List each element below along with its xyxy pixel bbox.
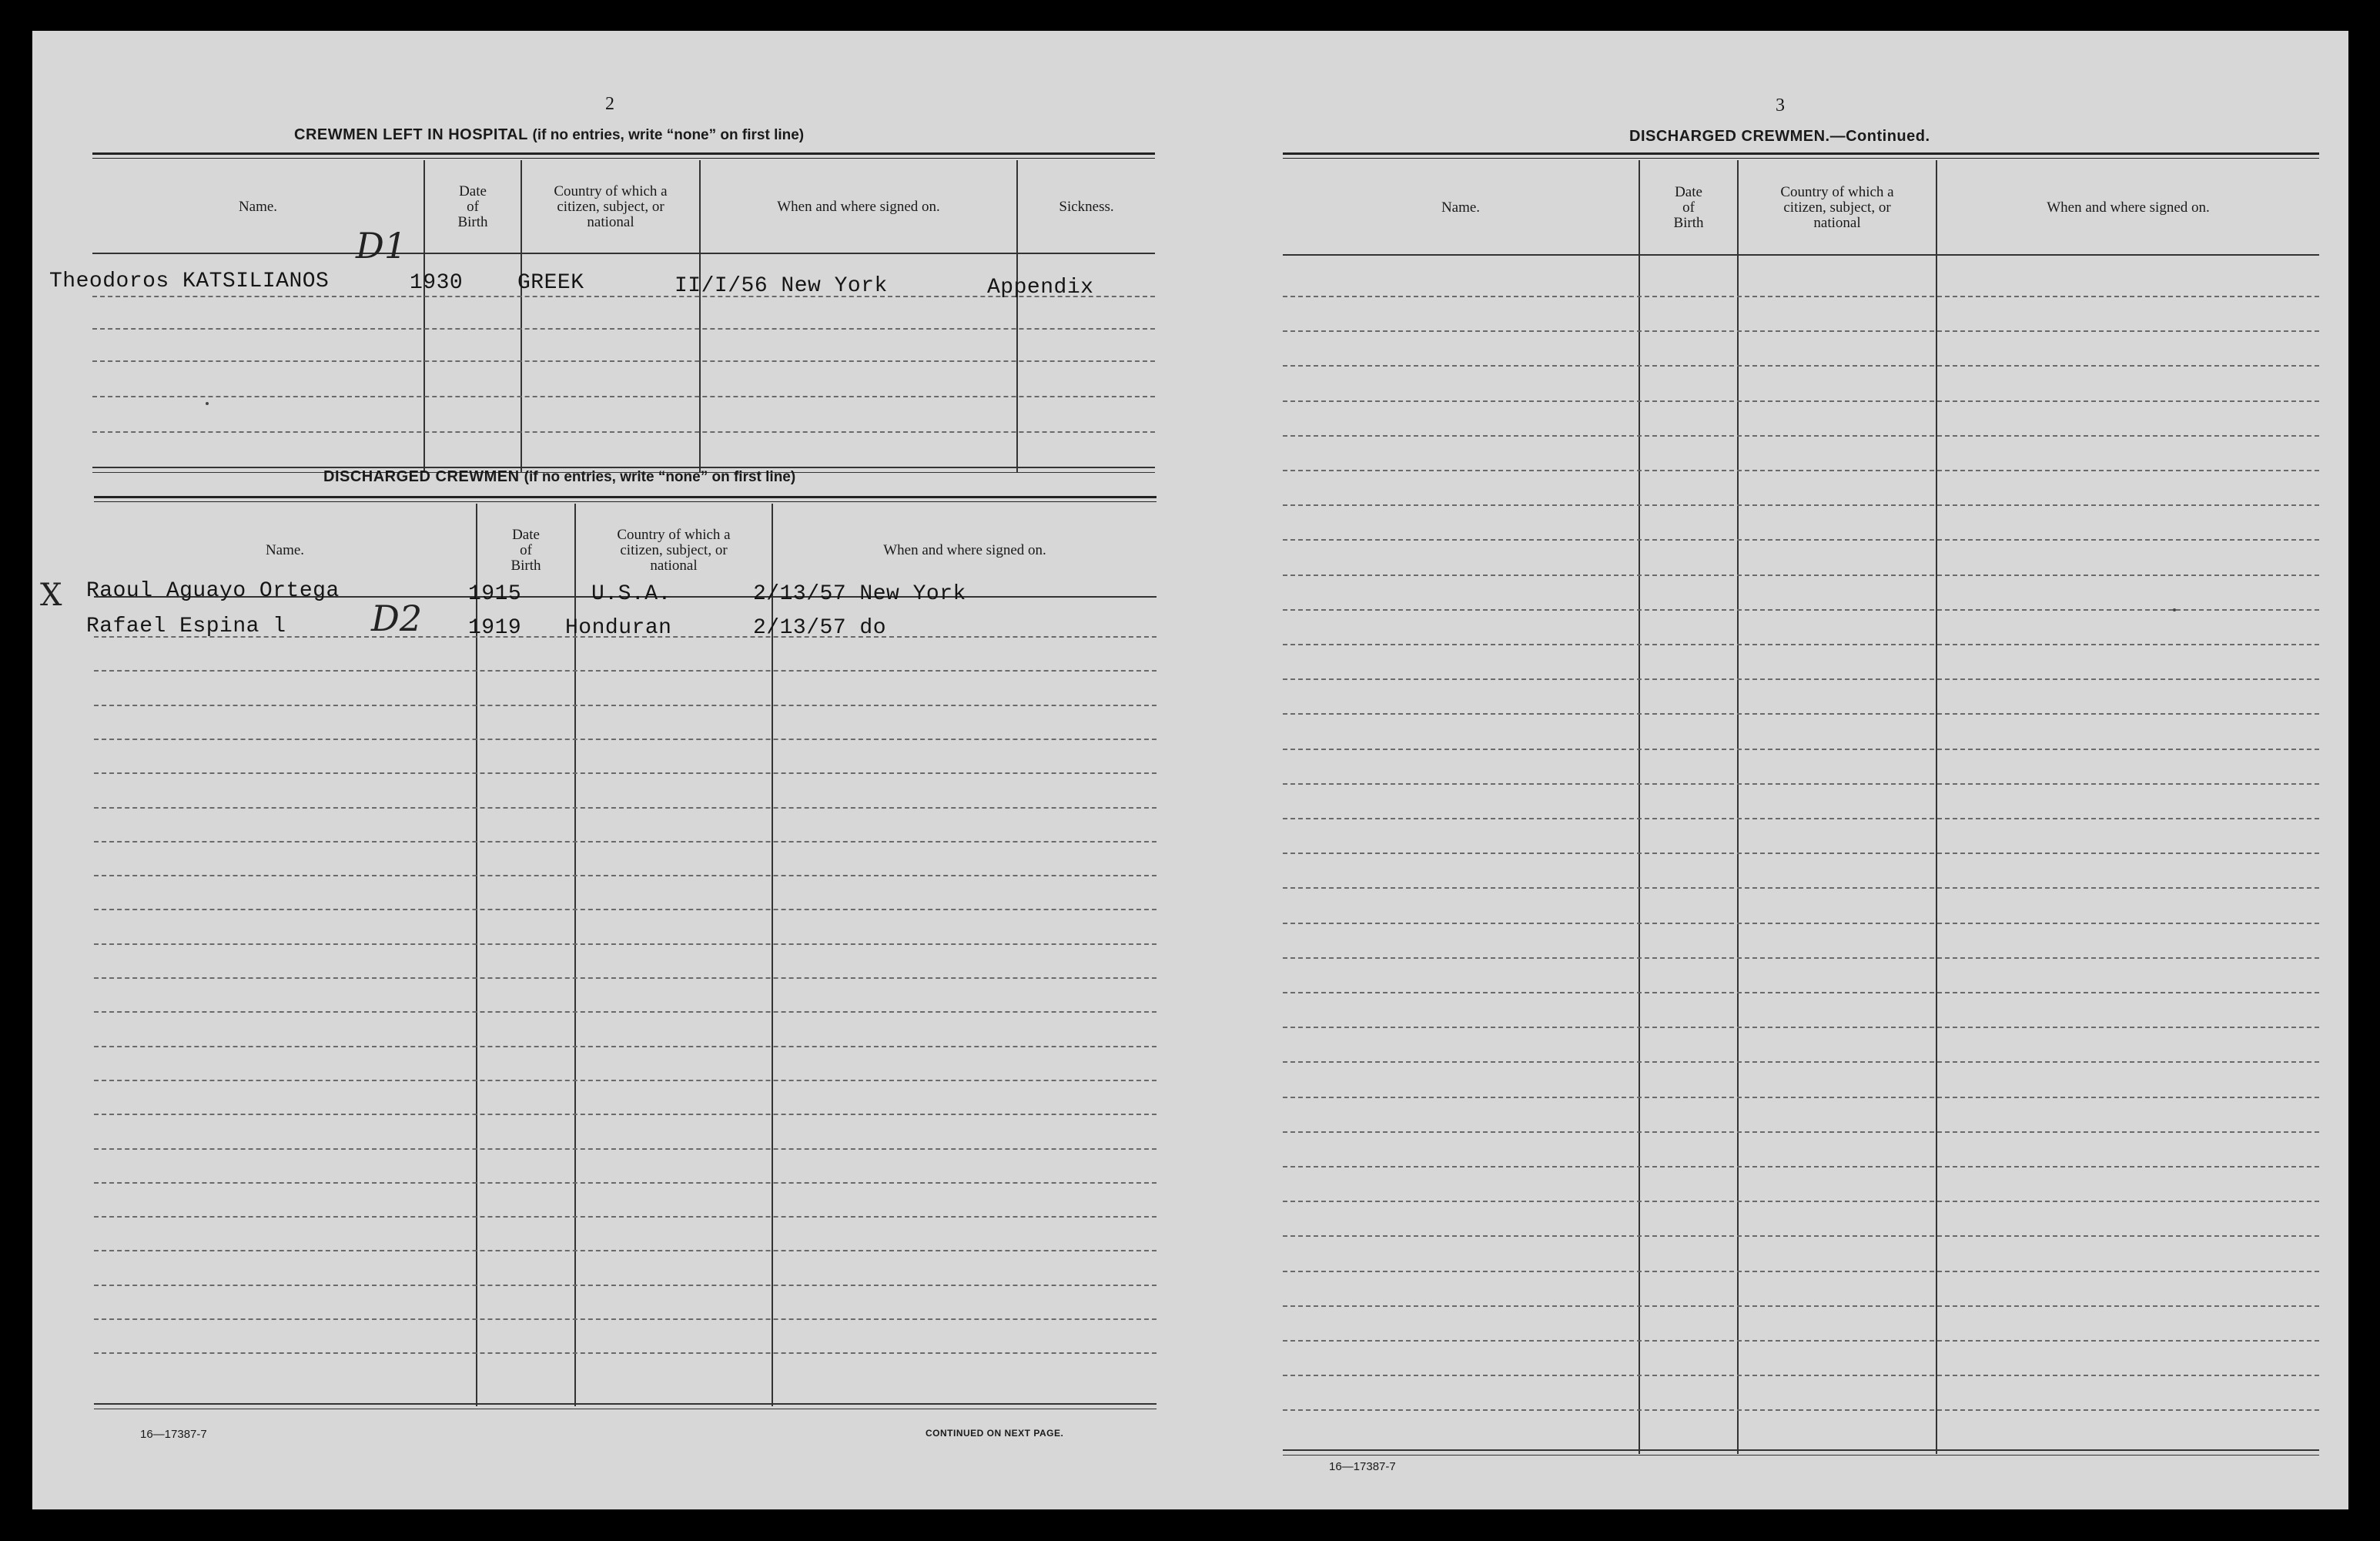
discharged-row-signed: 2/13/57 New York [753, 582, 966, 606]
header-country: Country of which a citizen, subject, or national [617, 527, 731, 574]
ruled-line [1283, 1235, 2319, 1237]
ruled-line [94, 943, 1157, 945]
handwritten-mark: D2 [371, 598, 423, 639]
ruled-line [94, 1318, 1157, 1320]
speck [206, 402, 209, 405]
left-page [32, 31, 1187, 1509]
ruled-line [94, 1114, 1157, 1115]
ruled-line [1283, 923, 2319, 924]
ruled-line [1283, 644, 2319, 645]
discharged-section-title [323, 468, 795, 486]
hospital-row-name: Theodoros KATSILIANOS [49, 270, 330, 293]
ruled-line [1283, 1201, 2319, 1202]
hospital-row-dob: 1930 [410, 271, 464, 295]
hospital-row-sickness: Appendix [987, 276, 1094, 300]
ruled-line [1283, 992, 2319, 993]
discharged-row-dob: 1919 [468, 616, 522, 640]
ruled-line [94, 1182, 1157, 1184]
ruled-line [1283, 1166, 2319, 1167]
hospital-row-signed: II/I/56 New York [675, 274, 888, 298]
ruled-line [94, 875, 1157, 876]
ruled-line [94, 1216, 1157, 1218]
ruled-line [94, 841, 1157, 843]
ruled-line [94, 705, 1157, 706]
discharged-row-country: Honduran [565, 616, 672, 640]
discharged-row-signed: 2/13/57 do [753, 616, 887, 640]
speck [2173, 608, 2176, 611]
document-sheet [32, 31, 2348, 1509]
ruled-line [94, 807, 1157, 809]
ruled-line [1283, 749, 2319, 750]
ruled-line [1283, 1271, 2319, 1272]
hospital-note: (if no entries, write “none” on first line) [532, 127, 805, 143]
ruled-line [94, 772, 1157, 774]
ruled-line [94, 909, 1157, 910]
header-name: Name. [238, 199, 278, 215]
right-page [1187, 31, 2348, 1509]
ruled-line [1283, 818, 2319, 819]
hospital-row-country: GREEK [517, 271, 584, 295]
discharged-row-name: Raoul Aguayo Ortega [86, 579, 340, 603]
margin-x-mark: X [40, 578, 62, 613]
ruled-line [1283, 713, 2319, 715]
ruled-line [1283, 365, 2319, 367]
header-name: Name. [265, 542, 305, 558]
ruled-line [94, 1148, 1157, 1150]
ruled-line [1283, 539, 2319, 541]
ruled-line [1283, 296, 2319, 297]
header-country: Country of which a citizen, subject, or national [554, 183, 668, 230]
hospital-table [92, 152, 1155, 476]
ruled-line [1283, 1027, 2319, 1028]
ruled-line [1283, 1061, 2319, 1063]
ruled-line [94, 670, 1157, 672]
ruled-line [1283, 609, 2319, 611]
hospital-title: CREWMEN LEFT IN HOSPITAL [294, 126, 528, 143]
ruled-line [1283, 504, 2319, 506]
hospital-section-title [294, 126, 804, 144]
continued-note: CONTINUED ON NEXT PAGE. [926, 1428, 1064, 1439]
ruled-line [1283, 1131, 2319, 1133]
page-number: 2 [605, 94, 614, 114]
ruled-line [1283, 1305, 2319, 1307]
ruled-line [1283, 435, 2319, 437]
ruled-line [1283, 1340, 2319, 1342]
discharged-row-dob: 1915 [468, 582, 522, 606]
form-number: 16—17387-7 [140, 1428, 207, 1441]
discharged-row-country: U.S.A. [591, 582, 671, 606]
ruled-line [94, 1046, 1157, 1047]
ruled-line [94, 1080, 1157, 1081]
ruled-line [1283, 400, 2319, 402]
header-sickness: Sickness. [1059, 199, 1114, 215]
header-dob: Date of Birth [457, 183, 488, 230]
ruled-line [94, 1352, 1157, 1354]
ruled-line [94, 1250, 1157, 1251]
ruled-line [1283, 1097, 2319, 1098]
right-section-title: DISCHARGED CREWMEN.—Continued. [1629, 128, 1930, 145]
discharged-continued-table [1283, 152, 2319, 1459]
ruled-line [1283, 853, 2319, 854]
ruled-line [1283, 330, 2319, 332]
ruled-line [1283, 887, 2319, 889]
handwritten-mark: D1 [356, 225, 407, 266]
ruled-line [94, 977, 1157, 979]
ruled-line [94, 1011, 1157, 1013]
ruled-line [94, 739, 1157, 740]
header-dob: Date of Birth [510, 527, 541, 574]
discharged-title: DISCHARGED CREWMEN [323, 468, 520, 485]
discharged-note: (if no entries, write “none” on first line) [524, 469, 796, 485]
header-signed: When and where signed on. [883, 542, 1046, 558]
header-dob: Date of Birth [1673, 184, 1704, 231]
ruled-line [1283, 1375, 2319, 1376]
header-country: Country of which a citizen, subject, or national [1780, 184, 1894, 231]
header-name: Name. [1441, 199, 1481, 216]
ruled-line [94, 1285, 1157, 1286]
header-signed: When and where signed on. [2047, 199, 2210, 216]
page-number: 3 [1776, 95, 1785, 116]
form-number: 16—17387-7 [1329, 1460, 1396, 1473]
ruled-line [1283, 575, 2319, 576]
ruled-line [1283, 1409, 2319, 1411]
ruled-line [1283, 678, 2319, 680]
discharged-row-name: Rafael Espina l [86, 615, 286, 638]
header-signed: When and where signed on. [777, 199, 940, 215]
ruled-line [1283, 783, 2319, 785]
ruled-line [1283, 957, 2319, 959]
ruled-line [1283, 470, 2319, 471]
